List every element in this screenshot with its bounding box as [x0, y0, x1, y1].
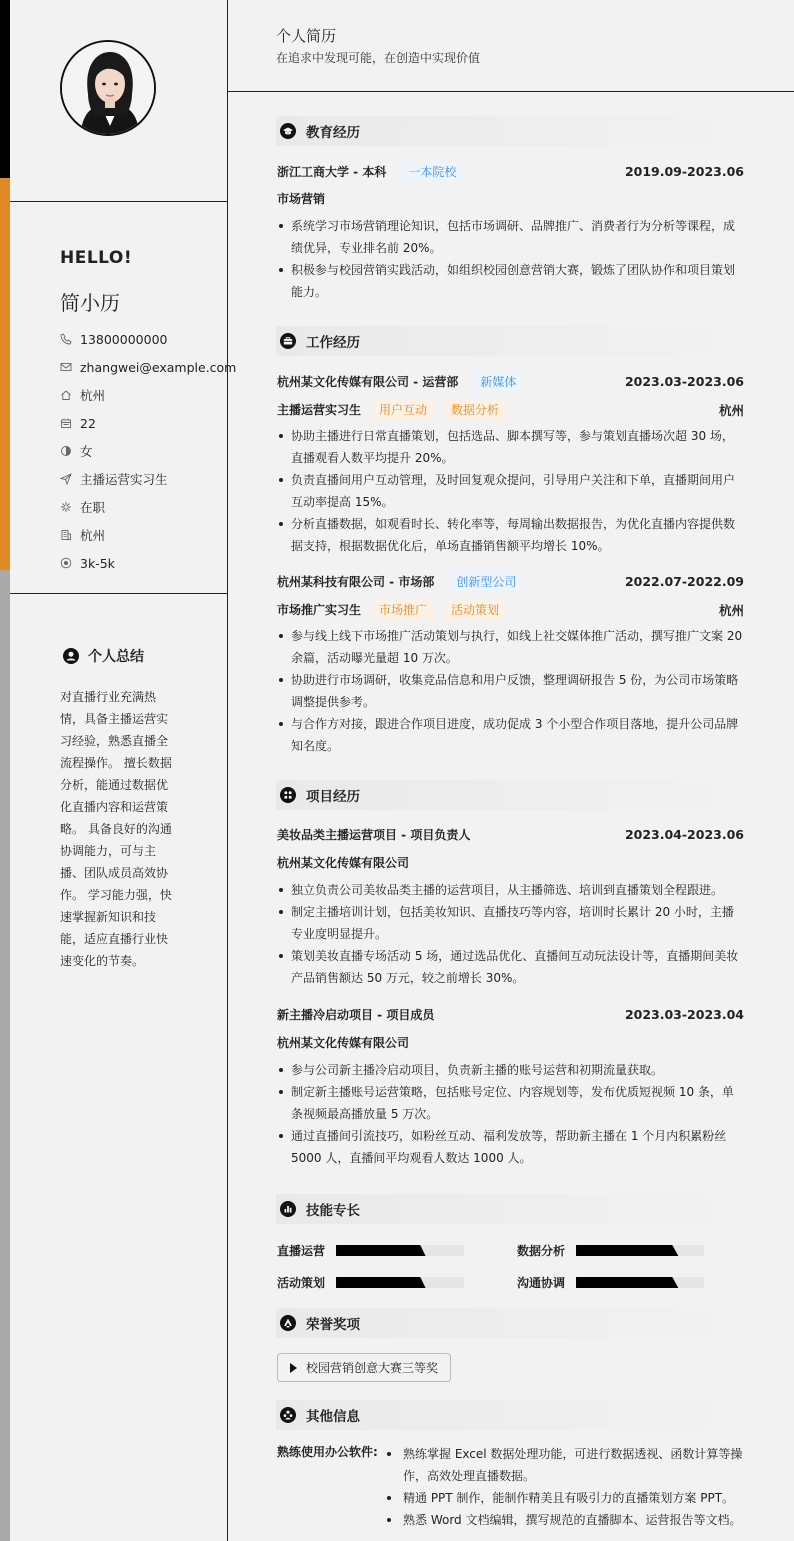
contact-list: [60, 325, 237, 577]
sidebar: [0, 0, 237, 1541]
project-bullets: [277, 879, 744, 989]
list-item: 精通 PPT 制作，能制作精美且有吸引力的直播策划方案 PPT。: [385, 1487, 747, 1509]
skill-tag: 活动策划: [445, 600, 505, 619]
job-date: 2023.03-2023.06: [624, 374, 744, 389]
skill-bar: [336, 1245, 464, 1256]
status-icon: [60, 501, 72, 513]
school-tag: 一本院校: [402, 162, 462, 181]
contact-value: 主播运营实习生: [80, 472, 168, 487]
people-icon: [280, 1407, 296, 1423]
contact-value: zhangwei@example.com: [80, 359, 237, 375]
contact-email: [60, 353, 237, 381]
job-role: 主播运营实习生: [277, 403, 362, 417]
project-header: [277, 826, 744, 843]
education-header: [277, 162, 744, 181]
other-label: 熟练使用办公软件:: [277, 1445, 378, 1459]
page-subtitle: 在追求中发现可能，在创造中实现价值: [276, 51, 481, 65]
section-skills: [276, 1194, 744, 1224]
skill-item: [517, 1274, 704, 1291]
section-title: 技能专长: [306, 1203, 360, 1219]
sidebar-divider: [10, 201, 228, 202]
skill-tag: 数据分析: [445, 400, 505, 419]
contact-value: 13800000000: [80, 331, 168, 347]
list-item: 通过直播间引流技巧，如粉丝互动、福利发放等，帮助新主播在 1 个月内积累粉丝 5000 人，直播间平均观看人数达 1000 人。: [277, 1125, 744, 1169]
job-city: 杭州: [718, 602, 744, 618]
section-title: 工作经历: [306, 335, 360, 351]
skill-bar: [576, 1277, 704, 1288]
section-title: 项目经历: [306, 789, 360, 805]
page-title: 个人简历: [276, 27, 337, 45]
section-other: [276, 1400, 744, 1430]
school-name: 浙江工商大学 - 本科: [277, 165, 387, 179]
accent-stripe-black: [0, 0, 10, 178]
project-date: 2023.03-2023.04: [624, 1007, 744, 1022]
user-icon: [63, 648, 79, 664]
grid-icon: [280, 787, 296, 803]
list-item: 策划美妆直播专场活动 5 场，通过选品优化、直播间互动玩法设计等，直播期间美妆产品销售额达 50 万元，较之前增长 30%。: [277, 945, 744, 989]
skill-bar-fill: [576, 1277, 678, 1288]
job-role-line: [277, 400, 744, 419]
job-city: 杭州: [718, 402, 744, 418]
contact-city: [60, 521, 225, 549]
graduation-cap-icon: [280, 123, 296, 139]
skill-name: 沟通协调: [517, 1276, 566, 1290]
home-icon: [60, 389, 72, 401]
project-header: [277, 1006, 744, 1023]
section-work: [276, 326, 744, 356]
section-title: 教育经历: [306, 125, 360, 141]
major-name: 市场营销: [277, 192, 326, 206]
list-item: 积极参与校园营销实践活动，如组织校园创意营销大赛，锻炼了团队协作和项目策划能力。: [277, 259, 744, 303]
job-bullets: [277, 425, 744, 557]
contact-home: [60, 381, 225, 409]
gender-icon: [60, 445, 72, 457]
email-icon: [60, 361, 72, 373]
salary-icon: [60, 557, 72, 569]
briefcase-icon: [280, 333, 296, 349]
list-item: 参与公司新主播冷启动项目，负责新主播的账号运营和初期流量获取。: [277, 1059, 744, 1081]
contact-value: 3k-5k: [80, 555, 115, 571]
skill-name: 活动策划: [277, 1276, 326, 1290]
list-item: 熟悉 Word 文档编辑，撰写规范的直播脚本、运营报告等文档。: [385, 1509, 747, 1531]
job-role-line: [277, 600, 744, 619]
hello-heading: HELLO!: [60, 248, 133, 268]
project-name: 新主播冷启动项目 - 项目成员: [277, 1008, 435, 1022]
summary-title: [63, 646, 144, 666]
accent-stripe-gray: [0, 570, 10, 1541]
summary-text: 对直播行业充满热情，具备主播运营实习经验，熟悉直播全流程操作。 擅长数据分析，能通过数据优化直播内容和运营策略。 具备良好的沟通协调能力，可与主播、团队成员高效协作。 学习能力强，快速掌握新知识和技能，适应直播行业快速变化的节奏。: [60, 690, 172, 968]
contact-value: 在职: [80, 500, 106, 515]
contact-age: [60, 409, 225, 437]
main-content: [228, 0, 794, 1541]
contact-salary: [60, 549, 225, 577]
skill-tag: 市场推广: [373, 600, 433, 619]
job-bullets: [277, 625, 744, 757]
accent-stripe-orange: [0, 178, 10, 570]
skill-bar: [336, 1277, 464, 1288]
section-education: [276, 116, 744, 146]
skill-bar-fill: [336, 1245, 426, 1256]
job-role: 市场推广实习生: [277, 603, 362, 617]
skill-tag: 用户互动: [373, 400, 433, 419]
play-icon: [290, 1363, 297, 1373]
skill-item: [277, 1274, 464, 1291]
project-org: 杭州某文化传媒有限公司: [277, 1036, 410, 1050]
job-date: 2022.07-2022.09: [624, 574, 744, 589]
skill-item: [517, 1242, 704, 1259]
list-item: 制定主播培训计划，包括美妆知识、直播技巧等内容，培训时长累计 20 小时，主播专业度明显提升。: [277, 901, 744, 945]
phone-icon: [60, 333, 72, 345]
company-name: 杭州某文化传媒有限公司 - 运营部: [277, 375, 459, 389]
skill-name: 数据分析: [517, 1244, 566, 1258]
contact-phone: [60, 325, 225, 353]
job-header: [277, 372, 744, 391]
person-name: 简小历: [60, 291, 120, 315]
project-org-line: [277, 1034, 744, 1051]
list-item: 独立负责公司美妆品类主播的运营项目，从主播筛选、培训到直播策划全程跟进。: [277, 879, 744, 901]
project-bullets: [277, 1059, 744, 1169]
contact-value: 女: [80, 444, 93, 459]
contact-status: [60, 493, 225, 521]
section-title: 其他信息: [306, 1409, 360, 1425]
job-header: [277, 572, 744, 591]
skill-bar-fill: [336, 1277, 426, 1288]
major-line: [277, 190, 744, 207]
skill-bar: [576, 1245, 704, 1256]
sidebar-divider: [10, 593, 228, 594]
project-date: 2023.04-2023.06: [624, 827, 744, 842]
list-item: 负责直播间用户互动管理，及时回复观众提问，引导用户关注和下单，直播期间用户互动率提高 15%。: [277, 469, 744, 513]
summary-title-text: 个人总结: [88, 649, 144, 665]
contact-value: 22: [80, 415, 96, 431]
award-item[interactable]: [277, 1353, 451, 1382]
section-awards: [276, 1308, 744, 1338]
list-item: 熟练掌握 Excel 数据处理功能，可进行数据透视、函数计算等操作，高效处理直播数据。: [385, 1443, 747, 1487]
bar-chart-icon: [280, 1201, 296, 1217]
building-icon: [60, 529, 72, 541]
contact-gender: [60, 437, 225, 465]
calendar-icon: [60, 417, 72, 429]
skill-name: 直播运营: [277, 1244, 326, 1258]
header-divider: [228, 91, 794, 92]
list-item: 协助主播进行日常直播策划，包括选品、脚本撰写等，参与策划直播场次超 30 场，直播观看人数平均提升 20%。: [277, 425, 744, 469]
section-title: 荣誉奖项: [306, 1317, 360, 1333]
award-icon: [280, 1315, 296, 1331]
send-icon: [60, 473, 72, 485]
list-item: 分析直播数据，如观看时长、转化率等，每周输出数据报告，为优化直播内容提供数据支持，根据数据优化后，单场直播销售额平均增长 10%。: [277, 513, 744, 557]
section-projects: [276, 780, 744, 810]
list-item: 系统学习市场营销理论知识，包括市场调研、品牌推广、消费者行为分析等课程，成绩优异，专业排名前 20%。: [277, 215, 744, 259]
list-item: 与合作方对接，跟进合作项目进度，成功促成 3 个小型合作项目落地，提升公司品牌知名度。: [277, 713, 744, 757]
company-name: 杭州某科技有限公司 - 市场部: [277, 575, 435, 589]
list-item: 制定新主播账号运营策略，包括账号定位、内容规划等，发布优质短视频 10 条，单条视频最高播放量 5 万次。: [277, 1081, 744, 1125]
skill-item: [277, 1242, 464, 1259]
project-org-line: [277, 854, 744, 871]
company-tag: 新媒体: [474, 372, 522, 391]
award-name: 校园营销创意大赛三等奖: [306, 1361, 439, 1375]
education-date: 2019.09-2023.06: [624, 164, 744, 179]
other-bullets: [385, 1443, 747, 1531]
project-org: 杭州某文化传媒有限公司: [277, 856, 410, 870]
skill-bar-fill: [576, 1245, 678, 1256]
company-tag: 创新型公司: [450, 572, 522, 591]
list-item: 参与线上线下市场推广活动策划与执行，如线上社交媒体推广活动，撰写推广文案 20 余篇，活动曝光量超 10 万次。: [277, 625, 744, 669]
contact-value: 杭州: [80, 388, 106, 403]
list-item: 协助进行市场调研，收集竞品信息和用户反馈，整理调研报告 5 份，为公司市场策略调整提供参考。: [277, 669, 744, 713]
education-bullets: [277, 215, 744, 303]
contact-value: 杭州: [80, 528, 106, 543]
avatar: [60, 40, 156, 136]
contact-position: [60, 465, 225, 493]
project-name: 美妆品类主播运营项目 - 项目负责人: [277, 828, 471, 842]
